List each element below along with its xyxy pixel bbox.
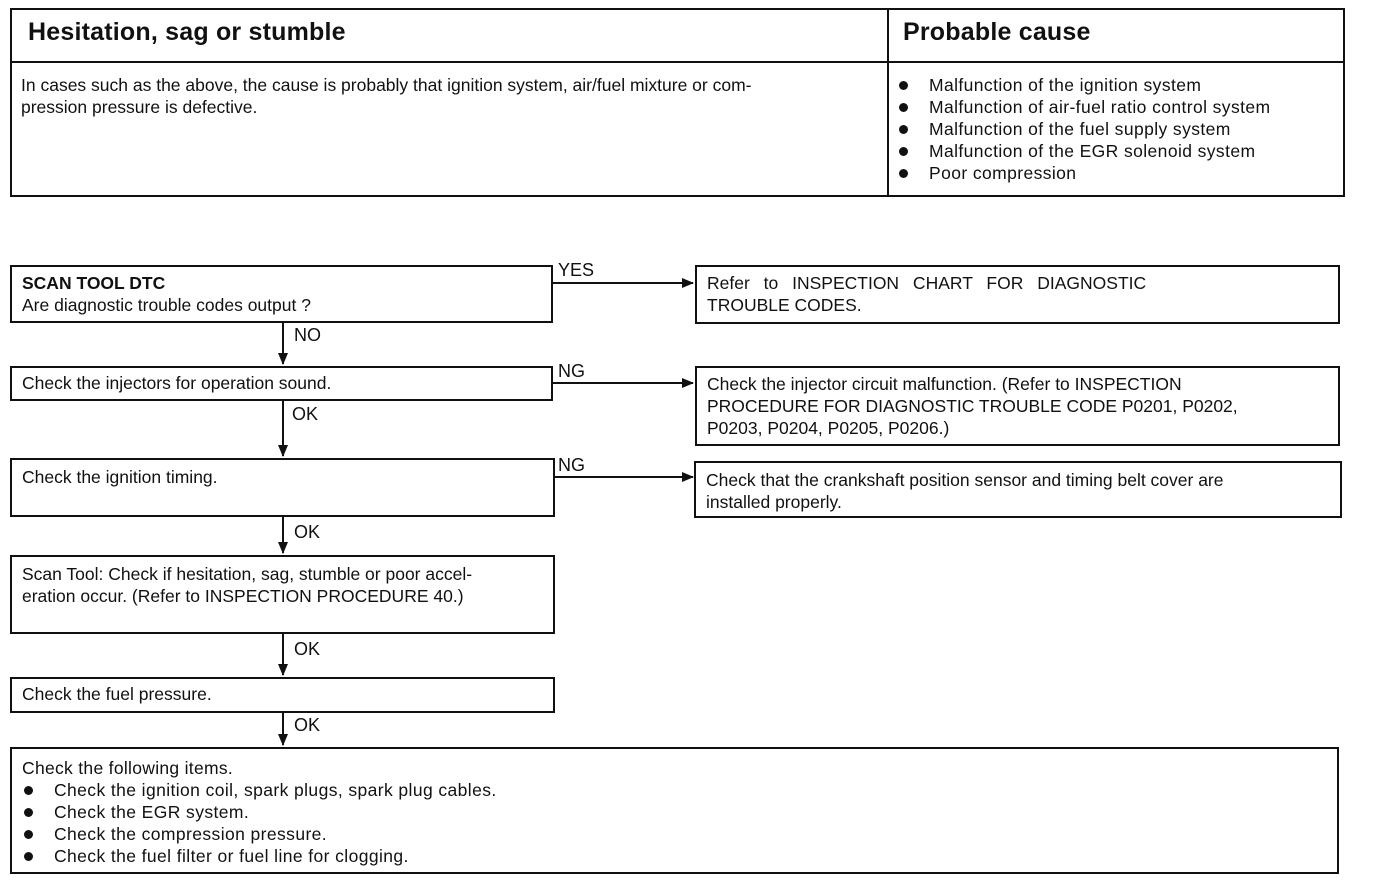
result1-line-1: Refer to INSPECTION CHART FOR DIAGNOSTIC — [707, 273, 1147, 293]
ok-label-1: OK — [292, 404, 319, 424]
result-dtc-chart — [695, 265, 1340, 324]
step-injector-sound — [10, 366, 553, 401]
cause-item: Malfunction of air-fuel ratio control system — [891, 96, 1341, 118]
cause-item: Poor compression — [891, 162, 1341, 184]
symptom-title: Hesitation, sag or stumble — [28, 18, 346, 46]
ok-label-4: OK — [294, 715, 321, 735]
cause-item: Malfunction of the fuel supply system — [891, 118, 1341, 140]
step3-text: Check the ignition timing. — [22, 467, 218, 487]
final-check-items — [10, 747, 1339, 874]
no-label: NO — [294, 325, 321, 345]
result1-line-2: TROUBLE CODES. — [707, 295, 862, 315]
step1-question: Are diagnostic trouble codes output ? — [22, 295, 311, 315]
cause-item: Malfunction of the ignition system — [891, 74, 1341, 96]
final-item: Check the ignition coil, spark plugs, spark plug cables. — [22, 779, 1327, 801]
description-line-2: pression pressure is defective. — [21, 97, 258, 117]
final-item: Check the compression pressure. — [22, 823, 1327, 845]
probable-cause-title: Probable cause — [903, 18, 1091, 46]
final-item: Check the EGR system. — [22, 801, 1327, 823]
result2-line-3: P0203, P0204, P0205, P0206.) — [707, 418, 950, 438]
step4-line-1: Scan Tool: Check if hesitation, sag, stumble or poor accel- — [22, 564, 473, 584]
ok-label-3: OK — [294, 639, 321, 659]
ng-label-1: NG — [558, 361, 585, 381]
final-title: Check the following items. — [22, 758, 234, 778]
description-line-1: In cases such as the above, the cause is probably that ignition system, air/fuel mixture or com- — [21, 75, 752, 95]
bullet-icon — [24, 786, 33, 795]
result-injector-circuit — [695, 366, 1340, 446]
step-scan-tool-hesitation — [10, 555, 555, 634]
result3-line-1: Check that the crankshaft position sensor and timing belt cover are — [706, 470, 1224, 490]
step4-line-2: eration occur. (Refer to INSPECTION PROCEDURE 40.) — [22, 586, 464, 606]
result2-line-1: Check the injector circuit malfunction. (Refer to INSPECTION — [707, 374, 1182, 394]
cause-item: Malfunction of the EGR solenoid system — [891, 140, 1341, 162]
bullet-icon — [24, 852, 33, 861]
step2-text: Check the injectors for operation sound. — [22, 373, 332, 393]
result-crankshaft-sensor — [694, 461, 1342, 518]
step5-text: Check the fuel pressure. — [22, 684, 212, 704]
step1-title: SCAN TOOL DTC — [22, 273, 166, 293]
step-scan-tool-dtc — [10, 265, 553, 323]
result3-line-2: installed properly. — [706, 492, 842, 512]
ok-label-2: OK — [294, 522, 321, 542]
final-item: Check the fuel filter or fuel line for clogging. — [22, 845, 1327, 867]
yes-label: YES — [558, 260, 595, 280]
final-item-list — [22, 779, 1327, 867]
step-fuel-pressure — [10, 677, 555, 713]
bullet-icon — [24, 808, 33, 817]
result2-line-2: PROCEDURE FOR DIAGNOSTIC TROUBLE CODE P0201, P0202, — [707, 396, 1238, 416]
step-ignition-timing — [10, 458, 555, 517]
bullet-icon — [24, 830, 33, 839]
ng-label-2: NG — [558, 455, 585, 475]
